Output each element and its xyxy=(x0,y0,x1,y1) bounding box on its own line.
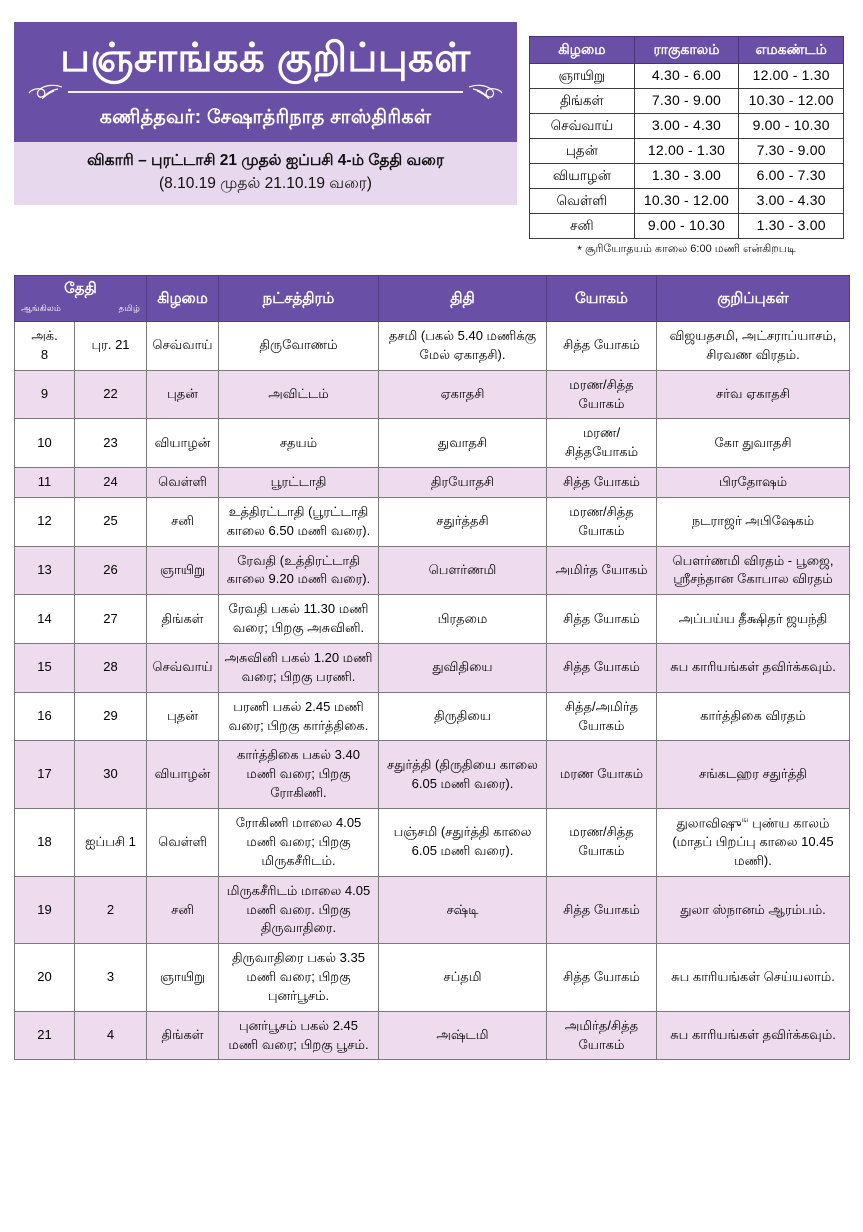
rahu-cell-yamagandam: 9.00 - 10.30 xyxy=(739,114,844,139)
table-row xyxy=(15,741,850,809)
cell-thithi: ஏகாதசி xyxy=(379,370,547,419)
cell-date-english: 18 xyxy=(15,808,75,876)
cell-yogam: அமிர்த யோகம் xyxy=(547,546,657,595)
page-title: பஞ்சாங்கக் குறிப்புகள் xyxy=(60,36,471,80)
cell-date-tamil: ஐப்பசி 1 xyxy=(75,808,147,876)
cell-thithi: தசமி (பகல் 5.40 மணிக்கு மேல் ஏகாதசி). xyxy=(379,322,547,371)
table-row xyxy=(15,643,850,692)
cell-yogam: அமிர்த/சித்த யோகம் xyxy=(547,1011,657,1060)
cell-yogam: சித்த யோகம் xyxy=(547,643,657,692)
rahu-cell-day: வியாழன் xyxy=(530,164,635,189)
cell-notes: சுப காரியங்கள் தவிர்க்கவும். xyxy=(657,1011,850,1060)
cell-nakshatram: திருவோணம் xyxy=(219,322,379,371)
note-text: சூரியோதயம் காலை 6:00 மணி என்கிறபடி xyxy=(584,243,796,255)
table-row xyxy=(15,876,850,944)
cell-yogam: மரண/சித்த யோகம் xyxy=(547,808,657,876)
cell-weekday: வியாழன் xyxy=(147,419,219,468)
cell-thithi: சதுர்த்தசி xyxy=(379,497,547,546)
cell-date-english: 16 xyxy=(15,692,75,741)
rahu-row xyxy=(530,139,844,164)
rahu-cell-day: சனி xyxy=(530,214,635,239)
cell-weekday: ஞாயிறு xyxy=(147,546,219,595)
cell-nakshatram: புனர்பூசம் பகல் 2.45 மணி வரை; பிறகு பூசம். xyxy=(219,1011,379,1060)
rahu-col-yamagandam: எமகண்டம் xyxy=(739,37,844,64)
cell-thithi: பஞ்சமி (சதுர்த்தி காலை 6.05 மணி வரை). xyxy=(379,808,547,876)
cell-nakshatram: சதயம் xyxy=(219,419,379,468)
cell-yogam: சித்த யோகம் xyxy=(547,595,657,644)
cell-notes: சுப காரியங்கள் தவிர்க்கவும். xyxy=(657,643,850,692)
flourish-right-icon xyxy=(467,83,503,101)
cell-notes: சர்வ ஏகாதசி xyxy=(657,370,850,419)
cell-notes: நடராஜர் அபிஷேகம் xyxy=(657,497,850,546)
date-range-tamil: விகாரி – புரட்டாசி 21 முதல் ஐப்பசி 4-ம் தேதி வரை xyxy=(87,151,444,169)
cell-notes: துலாவிஷு$^ங$ புண்ய காலம் (மாதப் பிறப்பு காலை 10.45 மணி). xyxy=(657,808,850,876)
cell-date-tamil: 23 xyxy=(75,419,147,468)
rahu-cell-day: ஞாயிறு xyxy=(530,64,635,89)
cell-date-tamil: 30 xyxy=(75,741,147,809)
cell-thithi: துவிதியை xyxy=(379,643,547,692)
table-row xyxy=(15,322,850,371)
divider-line xyxy=(68,91,463,93)
cell-date-tamil: புர. 21 xyxy=(75,322,147,371)
cell-thithi: திருதியை xyxy=(379,692,547,741)
cell-nakshatram: ரேவதி பகல் 11.30 மணி வரை; பிறகு அசுவினி. xyxy=(219,595,379,644)
cell-date-tamil: 4 xyxy=(75,1011,147,1060)
col-header-date xyxy=(15,276,147,322)
cell-thithi: சஷ்டி xyxy=(379,876,547,944)
cell-date-english: 14 xyxy=(15,595,75,644)
table-row xyxy=(15,546,850,595)
rahu-kalam-table xyxy=(529,36,844,239)
cell-weekday: வெள்ளி xyxy=(147,808,219,876)
cell-notes: பௌர்ணமி விரதம் - பூஜை, ஸ்ரீசந்தான கோபால விரதம் xyxy=(657,546,850,595)
cell-nakshatram: உத்திரட்டாதி (பூரட்டாதி காலை 6.50 மணி வரை). xyxy=(219,497,379,546)
cell-weekday: திங்கள் xyxy=(147,595,219,644)
cell-notes: துலா ஸ்நானம் ஆரம்பம். xyxy=(657,876,850,944)
cell-nakshatram: பரணி பகல் 2.45 மணி வரை; பிறகு கார்த்திகை. xyxy=(219,692,379,741)
table-row xyxy=(15,595,850,644)
rahu-cell-rahukalam: 1.30 - 3.00 xyxy=(634,164,739,189)
cell-yogam: சித்த யோகம் xyxy=(547,468,657,498)
rahu-cell-rahukalam: 12.00 - 1.30 xyxy=(634,139,739,164)
cell-date-english: 21 xyxy=(15,1011,75,1060)
table-row xyxy=(15,692,850,741)
cell-yogam: சித்த யோகம் xyxy=(547,876,657,944)
panchangam-header-row xyxy=(15,276,850,322)
cell-nakshatram: அசுவினி பகல் 1.20 மணி வரை; பிறகு பரணி. xyxy=(219,643,379,692)
rahu-cell-rahukalam: 7.30 - 9.00 xyxy=(634,89,739,114)
cell-thithi: துவாதசி xyxy=(379,419,547,468)
cell-date-english: 20 xyxy=(15,944,75,1012)
cell-weekday: செவ்வாய் xyxy=(147,322,219,371)
panchangam-table xyxy=(14,275,850,1060)
cell-nakshatram: கார்த்திகை பகல் 3.40 மணி வரை; பிறகு ரோகிணி. xyxy=(219,741,379,809)
rahu-col-day: கிழமை xyxy=(530,37,635,64)
cell-thithi: சப்தமி xyxy=(379,944,547,1012)
table-row xyxy=(15,808,850,876)
rahu-row xyxy=(530,189,844,214)
col-header-thithi: திதி xyxy=(379,276,547,322)
cell-notes: அப்பய்ய தீக்ஷிதர் ஜயந்தி xyxy=(657,595,850,644)
rahu-cell-rahukalam: 3.00 - 4.30 xyxy=(634,114,739,139)
note-asterisk: * xyxy=(577,243,582,257)
banner-date-range-block xyxy=(14,142,517,206)
rahu-cell-yamagandam: 6.00 - 7.30 xyxy=(739,164,844,189)
cell-thithi: அஷ்டமி xyxy=(379,1011,547,1060)
rahu-cell-day: வெள்ளி xyxy=(530,189,635,214)
cell-yogam: சித்த யோகம் xyxy=(547,944,657,1012)
title-banner xyxy=(14,22,517,205)
cell-date-english: 17 xyxy=(15,741,75,809)
rahu-row xyxy=(530,164,844,189)
top-section xyxy=(0,0,863,257)
rahu-cell-day: புதன் xyxy=(530,139,635,164)
rahu-cell-yamagandam: 12.00 - 1.30 xyxy=(739,64,844,89)
rahu-col-rahukalam: ராகுகாலம் xyxy=(634,37,739,64)
col-header-yogam: யோகம் xyxy=(547,276,657,322)
cell-weekday: செவ்வாய் xyxy=(147,643,219,692)
cell-date-tamil: 3 xyxy=(75,944,147,1012)
cell-thithi: பிரதமை xyxy=(379,595,547,644)
rahu-cell-rahukalam: 4.30 - 6.00 xyxy=(634,64,739,89)
cell-thithi: சதுர்த்தி (திருதியை காலை 6.05 மணி வரை). xyxy=(379,741,547,809)
rahu-cell-yamagandam: 7.30 - 9.00 xyxy=(739,139,844,164)
cell-date-tamil: 24 xyxy=(75,468,147,498)
cell-date-english: 19 xyxy=(15,876,75,944)
rahu-row xyxy=(530,114,844,139)
col-header-notes: குறிப்புகள் xyxy=(657,276,850,322)
cell-nakshatram: ரோகிணி மாலை 4.05 மணி வரை; பிறகு மிருகசீரிடம். xyxy=(219,808,379,876)
rahu-row xyxy=(530,64,844,89)
col-subheader-english: ஆங்கிலம் xyxy=(21,302,62,313)
rahu-cell-day: செவ்வாய் xyxy=(530,114,635,139)
author-line: கணித்தவர்: சேஷாத்ரிநாத சாஸ்திரிகள் xyxy=(99,106,432,128)
cell-yogam: மரண/சித்த யோகம் xyxy=(547,497,657,546)
cell-nakshatram: பூரட்டாதி xyxy=(219,468,379,498)
cell-nakshatram: ரேவதி (உத்திரட்டாதி காலை 9.20 மணி வரை). xyxy=(219,546,379,595)
cell-date-english: 15 xyxy=(15,643,75,692)
cell-date-tamil: 25 xyxy=(75,497,147,546)
cell-weekday: வியாழன் xyxy=(147,741,219,809)
cell-weekday: சனி xyxy=(147,497,219,546)
cell-notes: சுப காரியங்கள் செய்யலாம். xyxy=(657,944,850,1012)
cell-thithi: பௌர்ணமி xyxy=(379,546,547,595)
cell-notes: விஜயதசமி, அட்சராப்யாசம், சிரவண விரதம். xyxy=(657,322,850,371)
banner-divider xyxy=(28,83,503,101)
cell-date-tamil: 22 xyxy=(75,370,147,419)
table-row xyxy=(15,944,850,1012)
date-range-gregorian: (8.10.19 முதல் 21.10.19 வரை) xyxy=(159,174,372,192)
cell-date-english: 9 xyxy=(15,370,75,419)
col-header-date-label: தேதி xyxy=(64,280,97,297)
rahu-row xyxy=(530,214,844,239)
panchangam-table-section xyxy=(0,257,863,1060)
cell-date-tamil: 27 xyxy=(75,595,147,644)
cell-notes: சங்கடஹர சதுர்த்தி xyxy=(657,741,850,809)
cell-weekday: ஞாயிறு xyxy=(147,944,219,1012)
cell-weekday: திங்கள் xyxy=(147,1011,219,1060)
cell-date-tamil: 2 xyxy=(75,876,147,944)
cell-yogam: சித்த/அமிர்த யோகம் xyxy=(547,692,657,741)
cell-date-tamil: 26 xyxy=(75,546,147,595)
sunrise-note xyxy=(529,243,844,257)
table-row xyxy=(15,497,850,546)
col-header-nakshatram: நட்சத்திரம் xyxy=(219,276,379,322)
cell-date-tamil: 28 xyxy=(75,643,147,692)
cell-date-english: 11 xyxy=(15,468,75,498)
rahu-cell-yamagandam: 1.30 - 3.00 xyxy=(739,214,844,239)
rahu-cell-rahukalam: 10.30 - 12.00 xyxy=(634,189,739,214)
table-row xyxy=(15,370,850,419)
rahu-cell-yamagandam: 3.00 - 4.30 xyxy=(739,189,844,214)
rahu-header-row xyxy=(530,37,844,64)
cell-notes: கோ துவாதசி xyxy=(657,419,850,468)
cell-date-tamil: 29 xyxy=(75,692,147,741)
col-subheader-tamil: தமிழ் xyxy=(118,302,140,313)
panchangam-table-body xyxy=(15,322,850,1060)
cell-yogam: மரண/சித்த யோகம் xyxy=(547,370,657,419)
cell-notes: கார்த்திகை விரதம் xyxy=(657,692,850,741)
cell-thithi: திரயோதசி xyxy=(379,468,547,498)
cell-yogam: மரண யோகம் xyxy=(547,741,657,809)
cell-yogam: மரண/ சித்தயோகம் xyxy=(547,419,657,468)
cell-weekday: வெள்ளி xyxy=(147,468,219,498)
rahu-row xyxy=(530,89,844,114)
cell-date-english: 13 xyxy=(15,546,75,595)
table-row xyxy=(15,468,850,498)
cell-date-english: 10 xyxy=(15,419,75,468)
cell-date-english: 12 xyxy=(15,497,75,546)
rahu-cell-rahukalam: 9.00 - 10.30 xyxy=(634,214,739,239)
table-row xyxy=(15,1011,850,1060)
rahu-table-body xyxy=(530,64,844,239)
rahu-cell-yamagandam: 10.30 - 12.00 xyxy=(739,89,844,114)
cell-weekday: புதன் xyxy=(147,692,219,741)
cell-nakshatram: அவிட்டம் xyxy=(219,370,379,419)
superscript-marker: ங xyxy=(741,814,749,824)
col-header-day: கிழமை xyxy=(147,276,219,322)
rahu-cell-day: திங்கள் xyxy=(530,89,635,114)
cell-weekday: புதன் xyxy=(147,370,219,419)
flourish-left-icon xyxy=(28,83,64,101)
cell-notes: பிரதோஷம் xyxy=(657,468,850,498)
cell-nakshatram: மிருகசீரிடம் மாலை 4.05 மணி வரை. பிறகு திருவாதிரை. xyxy=(219,876,379,944)
cell-date-english: அக். 8 xyxy=(15,322,75,371)
cell-weekday: சனி xyxy=(147,876,219,944)
table-row xyxy=(15,419,850,468)
rahu-kalam-section xyxy=(527,22,849,257)
cell-nakshatram: திருவாதிரை பகல் 3.35 மணி வரை; பிறகு புனர்பூசம். xyxy=(219,944,379,1012)
banner-purple-block xyxy=(14,22,517,142)
cell-yogam: சித்த யோகம் xyxy=(547,322,657,371)
